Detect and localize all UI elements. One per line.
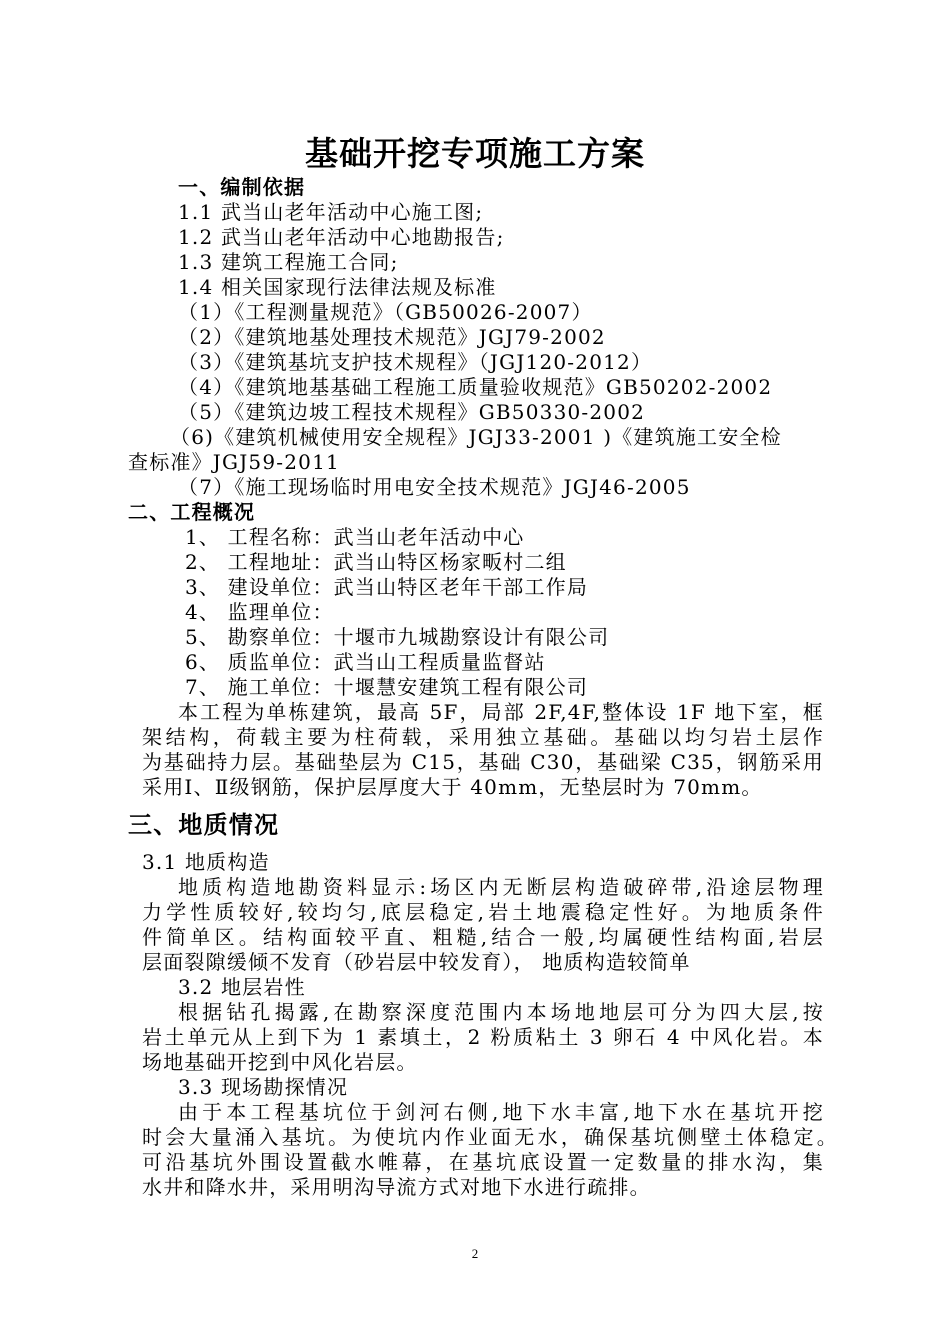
subsection-heading: 3.2 地层岩性 [178,975,306,999]
overview-item: 4、 监理单位： [185,600,334,624]
survey-paragraph-line: 时会大量涌入基坑。为使坑内作业面无水，确保基坑侧壁土体稳定。 [142,1125,838,1149]
survey-paragraph-line: 水井和降水井，采用明沟导流方式对地下水进行疏排。 [142,1175,651,1199]
overview-item: 5、 勘察单位：十堰市九城勘察设计有限公司 [185,625,610,649]
overview-item: 1、 工程名称：武当山老年活动中心 [185,525,525,549]
overview-paragraph-line: 架结构，荷载主要为柱荷载，采用独立基础。基础以均匀岩土层作 [142,725,824,749]
overview-item: 3、 建设单位：武当山特区老年干部工作局 [185,575,589,599]
basis-item: 1.2 武当山老年活动中心地勘报告; [178,225,505,249]
overview-paragraph-line: 为基础持力层。基础垫层为 C15，基础 C30，基础梁 C35，钢筋采用 [142,750,824,774]
overview-item: 6、 质监单位：武当山工程质量监督站 [185,650,546,674]
standard-item: （3）《建筑基坑支护技术规程》（JGJ120-2012） [178,350,653,374]
overview-item: 7、 施工单位：十堰慧安建筑工程有限公司 [185,675,589,699]
basis-item: 1.1 武当山老年活动中心施工图; [178,200,484,224]
overview-paragraph-line: 本工程为单栋建筑，最高 5F，局部 2F,4F,整体设 1F 地下室，框 [178,700,824,724]
standard-item: （2）《建筑地基处理技术规范》JGJ79-2002 [178,325,606,349]
standard-item-continued: 查标准》JGJ59-2011 [128,450,340,474]
page-title: 基础开挖专项施工方案 [305,134,645,173]
geology-paragraph-line: 地质构造地勘资料显示:场区内无断层构造破碎带,沿途层物理 [178,875,824,899]
page-number: 2 [471,1246,479,1261]
standard-item: （5）《建筑边坡工程技术规程》GB50330-2002 [178,400,646,424]
stratum-paragraph-line: 根据钻孔揭露,在勘察深度范围内本场地地层可分为四大层,按 [178,1000,824,1024]
survey-paragraph-line: 由于本工程基坑位于剑河右侧,地下水丰富,地下水在基坑开挖 [178,1100,824,1124]
basis-item: 1.4 相关国家现行法律法规及标准 [178,275,497,299]
section-heading-basis: 一、编制依据 [178,175,306,199]
standard-item: （6)《建筑机械使用安全规程》JGJ33-2001 )《建筑施工安全检 [170,425,782,449]
overview-item: 2、 工程地址：武当山特区杨家畈村二组 [185,550,567,574]
section-heading-geology: 三、地质情况 [128,811,280,839]
standard-item: （4）《建筑地基基础工程施工质量验收规范》GB50202-2002 [178,375,773,399]
standard-item: （1）《工程测量规范》（GB50026-2007） [178,300,593,324]
stratum-paragraph-line: 岩土单元从上到下为 1 素填土，2 粉质粘土 3 卵石 4 中风化岩。本 [142,1025,824,1049]
geology-paragraph-line: 力学性质较好,较均匀,底层稳定,岩土地震稳定性好。为地质条件 [142,900,824,924]
geology-paragraph-line: 件简单区。结构面较平直、粗糙,结合一般,均属硬性结构面,岩层 [142,925,824,949]
subsection-heading: 3.3 现场勘探情况 [178,1075,349,1099]
section-heading-overview: 二、工程概况 [128,500,256,524]
standard-item: （7）《施工现场临时用电安全技术规范》JGJ46-2005 [178,475,691,499]
basis-item: 1.3 建筑工程施工合同; [178,250,399,274]
overview-paragraph-line: 采用Ⅰ、Ⅱ级钢筋，保护层厚度大于 40mm，无垫层时为 70mm。 [142,775,763,799]
stratum-paragraph-line: 场地基础开挖到中风化岩层。 [142,1050,418,1074]
geology-paragraph-line: 层面裂隙缓倾不发育（砂岩层中较发育）， 地质构造较简单 [142,950,691,974]
survey-paragraph-line: 可沿基坑外围设置截水帷幕，在基坑底设置一定数量的排水沟，集 [142,1150,824,1174]
subsection-heading: 3.1 地质构造 [142,850,270,874]
